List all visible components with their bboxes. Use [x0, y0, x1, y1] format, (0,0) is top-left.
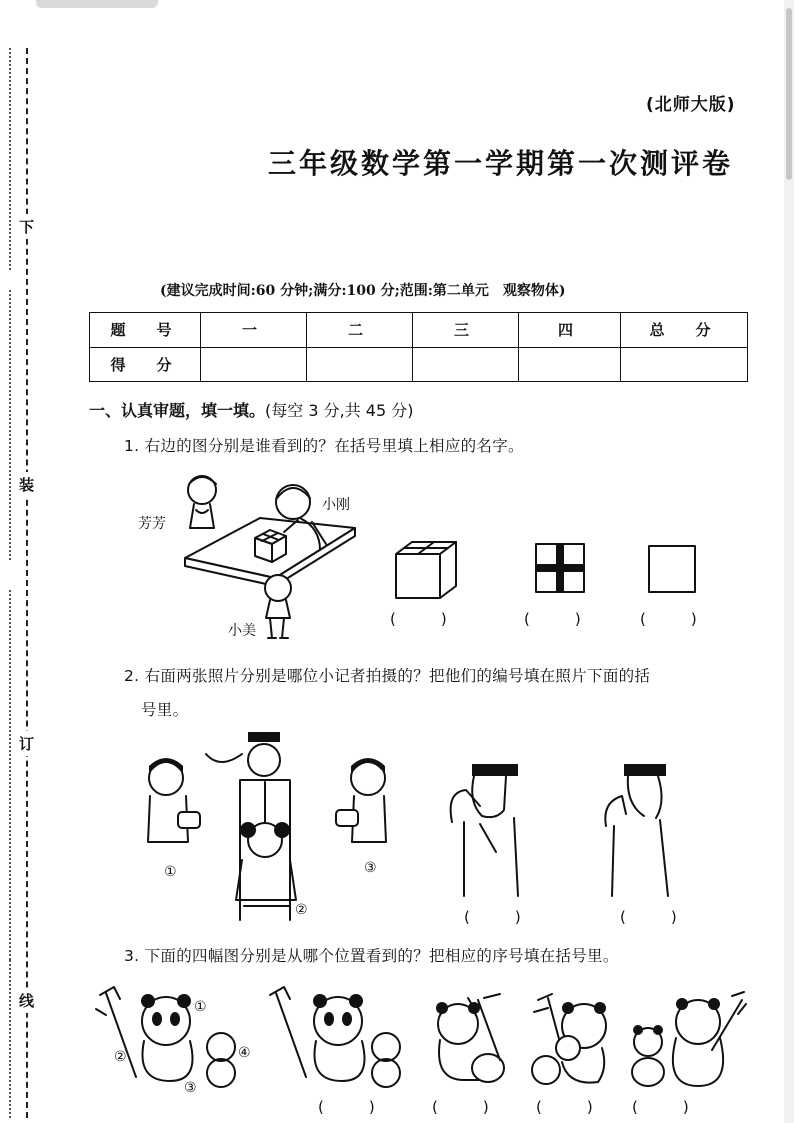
q3-marker-3: ③: [184, 1080, 197, 1096]
binding-dotted-line: [9, 48, 11, 270]
score-cell[interactable]: [201, 347, 307, 382]
binding-char-ding: 订: [19, 731, 34, 756]
q2-marker-3: ③: [364, 860, 377, 876]
q2-answer-blank-1[interactable]: ( ): [464, 908, 521, 926]
score-header-cell: 题 号: [90, 313, 201, 348]
q3-view-d: [628, 990, 748, 1090]
score-table-score-row: [90, 347, 748, 382]
q2-reporters-illustration: [140, 730, 400, 930]
binding-dotted-line: [9, 590, 11, 960]
q1-name-xiaogang: 小刚: [322, 497, 350, 513]
q3-answer-blank-2[interactable]: ( ): [432, 1098, 489, 1116]
section-1-points: (每空 3 分,共 45 分): [265, 401, 414, 420]
question-2-text-line-1: 2. 右面两张照片分别是哪位小记者拍摄的？把他们的编号填在照片下面的括: [124, 667, 651, 685]
q1-name-xiaomei: 小美: [228, 623, 256, 639]
q2-marker-1: ①: [164, 864, 177, 880]
score-header-cell: 四: [519, 313, 621, 348]
top-tab: [36, 0, 158, 8]
q2-photo-a-illustration: [444, 762, 534, 902]
q1-name-fangfang: 芳芳: [138, 516, 166, 532]
q2-answer-blank-2[interactable]: ( ): [620, 908, 677, 926]
binding-char-xia: 下: [19, 214, 34, 239]
score-header-cell: 一: [201, 313, 307, 348]
q3-answer-blank-4[interactable]: ( ): [632, 1098, 689, 1116]
question-2-text-line-2: 号里。: [141, 701, 189, 719]
page-title: 三年级数学第一学期第一次测评卷: [268, 147, 734, 180]
section-1-heading: [89, 398, 413, 421]
score-header-cell: 二: [307, 313, 413, 348]
q1-view-front-square: [646, 543, 698, 595]
score-cell[interactable]: [307, 347, 413, 382]
score-cell[interactable]: [519, 347, 621, 382]
binding-dotted-line: [9, 960, 11, 1118]
binding-dotted-line: [9, 290, 11, 560]
q3-answer-blank-1[interactable]: ( ): [318, 1098, 375, 1116]
q2-marker-2: ②: [295, 902, 308, 918]
q3-marker-2: ②: [114, 1049, 127, 1065]
q1-view-3d-cube: [392, 538, 462, 602]
score-table: [89, 312, 748, 382]
q1-view-top-cross: [533, 541, 587, 595]
q3-view-a: [266, 985, 416, 1095]
q3-marker-1: ①: [194, 999, 207, 1015]
q2-photo-b-illustration: [600, 762, 680, 902]
q3-answer-blank-3[interactable]: ( ): [536, 1098, 593, 1116]
binding-char-zhuang: 装: [19, 472, 34, 497]
score-header-cell: 三: [413, 313, 519, 348]
score-table-header-row: [90, 313, 748, 348]
score-cell[interactable]: [621, 347, 748, 382]
question-3-text: 3. 下面的四幅图分别是从哪个位置看到的？把相应的序号填在括号里。: [124, 947, 619, 965]
q3-pandas-position-diagram: [96, 985, 276, 1095]
binding-char-xian: 线: [19, 988, 34, 1013]
q1-answer-blank-1[interactable]: ( ): [390, 610, 447, 628]
q3-marker-4: ④: [238, 1045, 251, 1061]
score-row-label: 得 分: [90, 347, 201, 382]
score-cell[interactable]: [413, 347, 519, 382]
q3-view-c: [528, 990, 618, 1090]
binding-dashed-line: [26, 48, 28, 1118]
exam-meta: (建议完成时间:60 分钟;满分:100 分;范围:第二单元 观察物体): [160, 283, 566, 299]
scrollbar-thumb[interactable]: [786, 8, 792, 180]
question-1-text: 1. 右边的图分别是谁看到的？在括号里填上相应的名字。: [124, 437, 524, 455]
q1-answer-blank-3[interactable]: ( ): [640, 610, 697, 628]
q1-answer-blank-2[interactable]: ( ): [524, 610, 581, 628]
score-header-cell: 总 分: [621, 313, 748, 348]
q3-view-b: [428, 990, 518, 1090]
edition-label: (北师大版): [646, 95, 736, 115]
section-1-title: 一、认真审题，填一填。: [89, 401, 266, 420]
